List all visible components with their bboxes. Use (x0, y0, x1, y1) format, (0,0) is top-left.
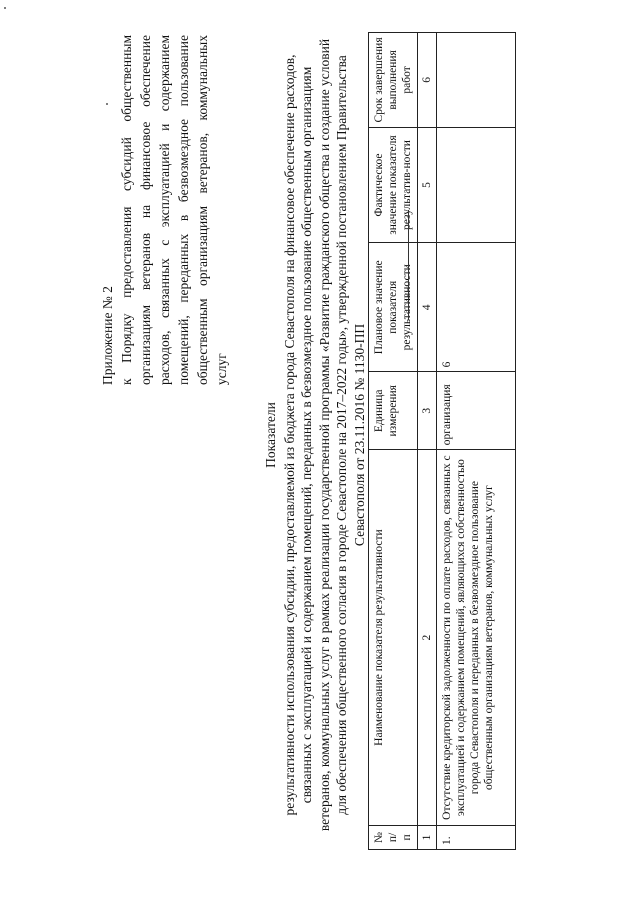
row-term (437, 33, 516, 128)
header-term: Срок завершения выполнения работ (369, 33, 418, 128)
col-number-4: 4 (418, 243, 437, 372)
table-column-numbers (418, 33, 437, 850)
annex-title: Приложение № 2 (100, 286, 115, 385)
row-plan: 6 (437, 243, 516, 372)
scan-speck (106, 103, 108, 105)
col-number-3: 3 (418, 372, 437, 450)
signature-line (408, 210, 409, 320)
col-number-5: 5 (418, 127, 437, 242)
table-row (437, 33, 516, 850)
title-heading: Показатели (263, 402, 278, 468)
col-number-1: 1 (418, 825, 437, 849)
annex-body: к Порядку предоставления субсидий общественным организациям ветеранов на финансовое обеспечение расходов, связанных с эксплуатацией и содержанием помещений, переданных в безвозмездное пользование общественным организациям ветеранов, коммунальных услуг (119, 35, 229, 385)
header-num: № п/п (369, 825, 418, 849)
header-plan: Плановое значение показателя результативности (369, 243, 418, 372)
row-num: 1. (437, 825, 516, 849)
annex-note (98, 35, 231, 385)
indicators-table (368, 32, 516, 850)
row-unit: организация (437, 372, 516, 450)
header-name: Наименование показателя результативности (369, 450, 418, 826)
document-title (262, 35, 369, 835)
title-text: результативности использования субсидии, предоставляемой из бюджета города Севастополя на финансовое обеспечение расходов, связанных с эксплуатацией и содержанием помещений, переданных в безвозмездное пользование общественным организациям ветеранов, коммунальных услуг в рамках реализации государственной программы «Развитие гражданского общества и создание условий для обеспечения общественного согласия в городе Севастополе на 2017–2022 годы», утвержденной постановлением Правительства Севастополя от 23.11.2016 № 1130-ПП (281, 38, 367, 832)
col-number-2: 2 (418, 450, 437, 826)
row-name: Отсутствие кредиторской задолженности по оплате расходов, связанных с эксплуатацией и содержанием помещений, являющихся собственностью города Севастополя и переданных в безвозмездное пользование общественным организациям ветеранов, коммунальных услуг (437, 450, 516, 826)
scan-speck (4, 7, 6, 9)
row-fact (437, 127, 516, 242)
col-number-6: 6 (418, 33, 437, 128)
table-header-row (369, 33, 418, 850)
header-unit: Единица измерения (369, 372, 418, 450)
header-fact: Фактическое значение показателя результатив-ности (369, 127, 418, 242)
